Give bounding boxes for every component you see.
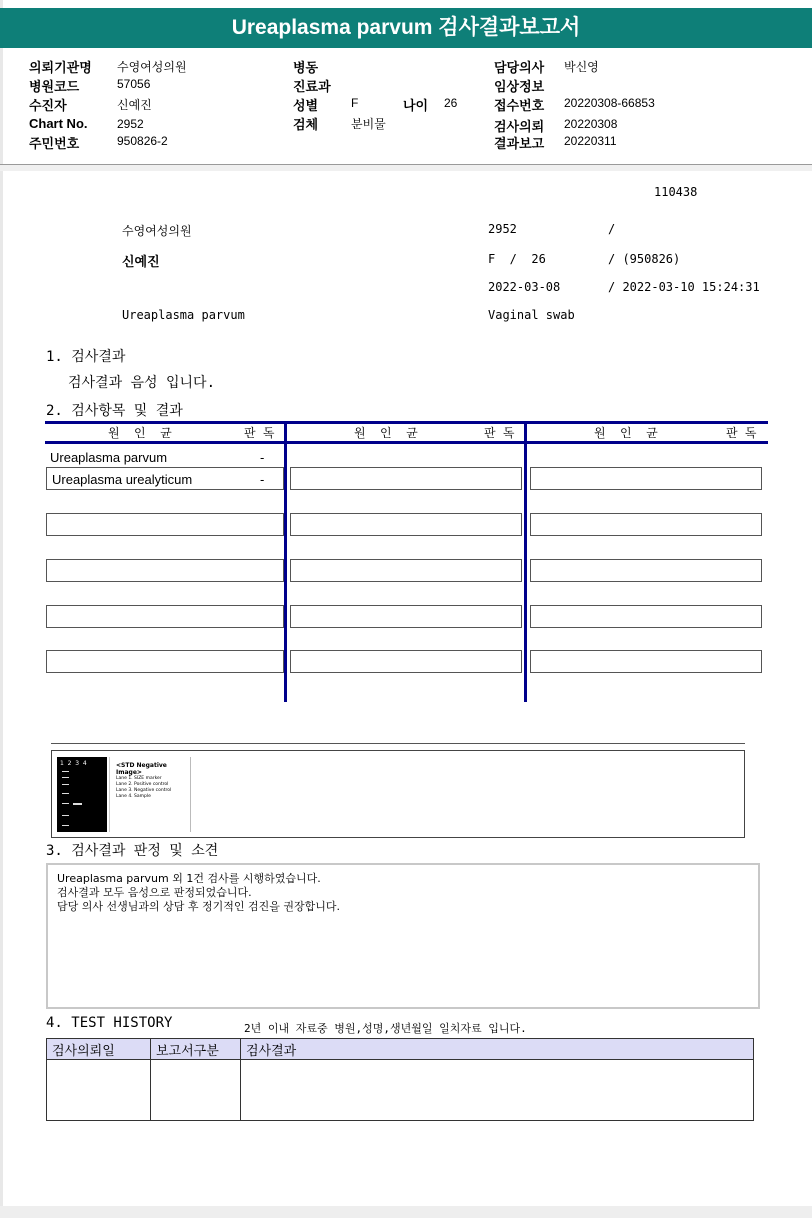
findings-line: 검사결과 모두 음성으로 판정되었습니다. bbox=[57, 886, 252, 899]
table-divider-1 bbox=[284, 424, 287, 702]
label-receipt-no: 접수번호 bbox=[494, 98, 545, 113]
gel-caption-line: Lane 2. Positive control bbox=[116, 782, 169, 787]
table-cell-box bbox=[290, 513, 522, 536]
body-receipt-date: 2022-03-08 bbox=[488, 280, 561, 294]
table-row-2-pathogen: Ureaplasma urealyticum bbox=[52, 472, 193, 487]
gel-caption-lines bbox=[116, 776, 171, 800]
section1-title: 1. 검사결과 bbox=[46, 349, 126, 365]
findings-line: 담당 의사 선생님과의 상담 후 정기적인 검진을 권장합니다. bbox=[57, 900, 340, 913]
gel-band bbox=[62, 777, 69, 778]
table-row-1-result: - bbox=[260, 450, 265, 465]
gel-band bbox=[62, 803, 69, 804]
history-cell bbox=[241, 1060, 754, 1121]
body-institution: 수영여성의원 bbox=[122, 224, 192, 238]
history-cell bbox=[47, 1060, 151, 1121]
value-institution: 수영여성의원 bbox=[117, 60, 187, 74]
value-hospital-code: 57056 bbox=[117, 77, 151, 91]
history-col-result: 검사결과 bbox=[241, 1039, 754, 1060]
table-cell-box bbox=[290, 650, 522, 673]
body-sex-age: F / 26 bbox=[488, 252, 546, 266]
table-cell-box bbox=[290, 467, 522, 490]
gel-band bbox=[73, 803, 82, 805]
body-birth: / (950826) bbox=[608, 252, 681, 266]
body-patient-name: 신예진 bbox=[122, 255, 160, 270]
col-header-result-2: 판 독 bbox=[484, 426, 515, 440]
label-doctor: 담당의사 bbox=[494, 60, 545, 75]
label-department: 진료과 bbox=[293, 79, 331, 94]
label-ward: 병동 bbox=[293, 60, 319, 75]
value-sex: F bbox=[351, 96, 359, 110]
body-specimen: Vaginal swab bbox=[488, 308, 575, 322]
table-row-2-result: - bbox=[260, 472, 265, 487]
table-cell-box bbox=[530, 650, 762, 673]
table-cell-box bbox=[46, 559, 284, 582]
page-shadow bbox=[0, 165, 812, 171]
gel-electrophoresis-image bbox=[57, 757, 107, 832]
value-age: 26 bbox=[444, 96, 458, 110]
table-cell-box bbox=[290, 559, 522, 582]
table-cell-box bbox=[530, 559, 762, 582]
value-chart-no: 2952 bbox=[117, 117, 144, 131]
gel-band bbox=[62, 793, 69, 794]
body-test-name: Ureaplasma parvum bbox=[122, 308, 245, 322]
value-patient: 신예진 bbox=[117, 98, 152, 112]
label-specimen: 검체 bbox=[293, 117, 319, 132]
history-table bbox=[46, 1038, 754, 1121]
label-chart-no: Chart No. bbox=[29, 116, 88, 131]
report-title: Ureaplasma parvum 검사결과보고서 bbox=[0, 8, 812, 48]
col-header-pathogen-1: 원 인 균 bbox=[108, 426, 172, 440]
value-report-date: 20220311 bbox=[564, 134, 617, 148]
table-row-1-pathogen: Ureaplasma parvum bbox=[50, 450, 168, 465]
col-header-result-3: 판 독 bbox=[726, 426, 757, 440]
section3-title: 3. 검사결과 판정 및 소견 bbox=[46, 843, 219, 859]
gel-caption-line: Lane 3. Negative control bbox=[116, 788, 172, 793]
label-institution: 의뢰기관명 bbox=[29, 60, 92, 75]
table-cell-box bbox=[46, 605, 284, 628]
left-edge-strip bbox=[0, 0, 3, 1218]
value-specimen: 분비물 bbox=[351, 117, 386, 131]
findings-box bbox=[46, 863, 760, 1009]
col-header-pathogen-3: 원 인 균 bbox=[594, 426, 658, 440]
label-clinical-info: 임상정보 bbox=[494, 79, 545, 94]
history-col-report-type: 보고서구분 bbox=[151, 1039, 241, 1060]
label-resident-no: 주민번호 bbox=[29, 136, 80, 151]
table-cell-box bbox=[46, 513, 284, 536]
value-doctor: 박신영 bbox=[564, 60, 599, 74]
gel-lane-numbers: 1 2 3 4 bbox=[60, 760, 87, 767]
history-cell bbox=[151, 1060, 241, 1121]
gel-top-line bbox=[51, 743, 745, 744]
gel-caption-title: <STD Negative Image> bbox=[116, 762, 167, 776]
report-code: 110438 bbox=[654, 185, 698, 199]
section4-title: 4. TEST HISTORY bbox=[46, 1015, 173, 1031]
table-cell-box bbox=[530, 467, 762, 490]
section4-note: 2년 이내 자료중 병원,성명,생년월일 일치자료 입니다. bbox=[244, 1022, 527, 1035]
value-receipt-no: 20220308-66853 bbox=[564, 96, 655, 110]
col-header-pathogen-2: 원 인 균 bbox=[354, 426, 418, 440]
value-resident-no: 950826-2 bbox=[117, 134, 168, 148]
gel-band bbox=[62, 784, 69, 785]
table-cell-box bbox=[530, 513, 762, 536]
section2-title: 2. 검사항목 및 결과 bbox=[46, 403, 183, 419]
body-slash: / bbox=[608, 222, 616, 236]
gel-band bbox=[62, 825, 69, 826]
history-col-request-date: 검사의뢰일 bbox=[47, 1039, 151, 1060]
history-empty-row bbox=[47, 1060, 754, 1121]
findings-line: Ureaplasma parvum 외 1건 검사를 시행하였습니다. bbox=[57, 872, 321, 885]
table-cell-box bbox=[530, 605, 762, 628]
label-sex: 성별 bbox=[293, 98, 319, 113]
gel-caption bbox=[109, 757, 191, 832]
gel-caption-line: Lane 4. Sample bbox=[116, 794, 151, 799]
label-patient: 수진자 bbox=[29, 98, 67, 113]
col-header-result-1: 판 독 bbox=[244, 426, 275, 440]
label-hospital-code: 병원코드 bbox=[29, 79, 80, 94]
value-request-date: 20220308 bbox=[564, 117, 618, 131]
table-header-rule bbox=[45, 441, 768, 444]
section1-summary: 검사결과 음성 입니다. bbox=[68, 375, 216, 391]
table-divider-2 bbox=[524, 424, 527, 702]
table-cell-box bbox=[46, 650, 284, 673]
label-request-date: 검사의뢰 bbox=[494, 119, 545, 134]
body-report-datetime: / 2022-03-10 15:24:31 bbox=[608, 280, 760, 294]
gel-caption-line: Lane 1. SIZE marker bbox=[116, 776, 162, 781]
gel-band bbox=[62, 815, 69, 816]
bottom-strip bbox=[0, 1206, 812, 1218]
label-report-date: 결과보고 bbox=[494, 136, 545, 151]
gel-band bbox=[62, 771, 69, 772]
body-chart-no: 2952 bbox=[488, 222, 517, 236]
table-cell-box bbox=[290, 605, 522, 628]
label-age: 나이 bbox=[403, 98, 429, 113]
